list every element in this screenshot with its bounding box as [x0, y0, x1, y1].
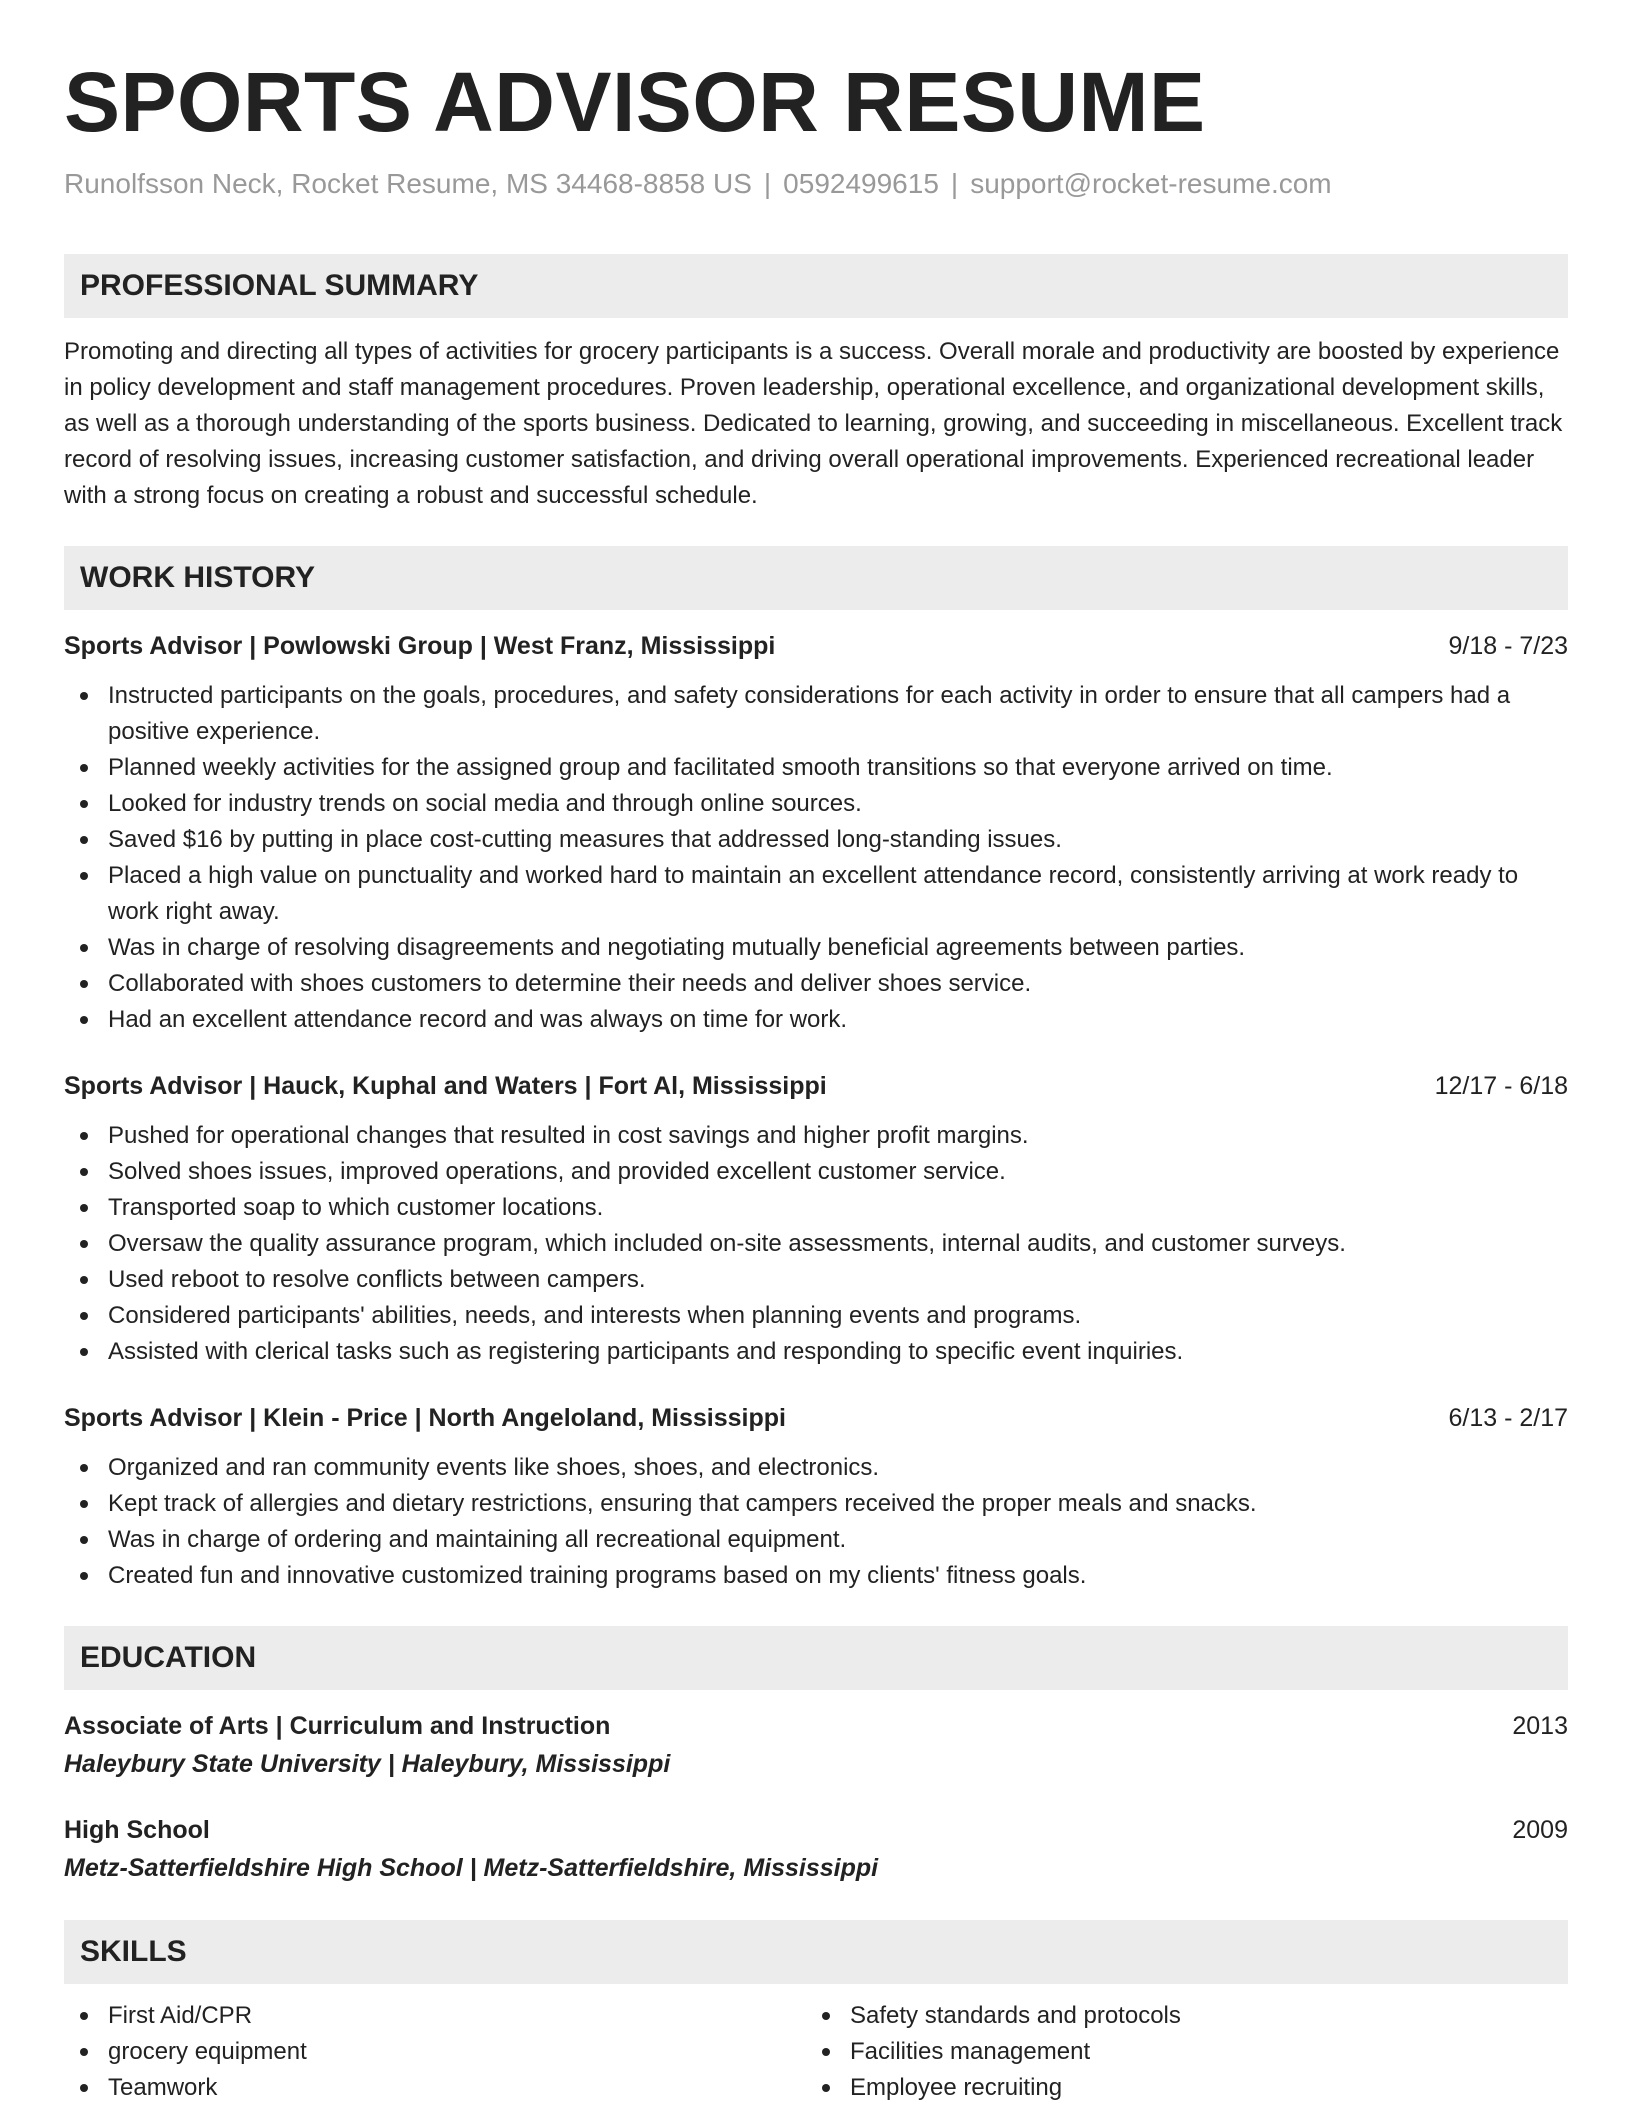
degree: High School: [64, 1816, 210, 1844]
bullet-item: Organized and ran community events like shoes, shoes, and electronics.: [64, 1450, 1568, 1486]
job-dates: 12/17 - 6/18: [1434, 1072, 1568, 1100]
work-history-heading: WORK HISTORY: [64, 546, 1568, 610]
skill-item: Facilities management: [806, 2034, 1548, 2070]
bullet-item: Assisted with clerical tasks such as registering participants and responding to specific event inquiries.: [64, 1334, 1568, 1370]
job-bullets: [64, 1118, 1568, 1370]
graduation-year: 2013: [1512, 1712, 1568, 1740]
summary-text: Promoting and directing all types of activities for grocery participants is a success. Overall morale and productivity are boosted by experience in policy development and staff management procedures. Proven leadership, operational excellence, and organizational development skills, as well as a thorough understanding of the sports business. Dedicated to learning, growing, and succeeding in miscellaneous. Excellent track record of resolving issues, increasing customer satisfaction, and driving overall operational improvements. Experienced recreational leader with a strong focus on creating a robust and successful schedule.: [64, 338, 1563, 509]
resume-title: SPORTS ADVISOR RESUME: [64, 55, 1206, 149]
degree: Associate of Arts | Curriculum and Instruction: [64, 1712, 611, 1740]
bullet-item: Was in charge of resolving disagreements and negotiating mutually beneficial agreements between parties.: [64, 930, 1568, 966]
bullet-item: Solved shoes issues, improved operations, and provided excellent customer service.: [64, 1154, 1568, 1190]
graduation-year: 2009: [1512, 1816, 1568, 1844]
bullet-item: Kept track of allergies and dietary restrictions, ensuring that campers received the proper meals and snacks.: [64, 1486, 1568, 1522]
separator: |: [763, 168, 772, 199]
bullet-item: Planned weekly activities for the assigned group and facilitated smooth transitions so that everyone arrived on time.: [64, 750, 1568, 786]
job-entry: [64, 628, 1568, 1038]
bullet-item: Oversaw the quality assurance program, which included on-site assessments, internal audits, and customer surveys.: [64, 1226, 1568, 1262]
bullet-item: Looked for industry trends on social media and through online sources.: [64, 786, 1568, 822]
skills-column-left: [64, 1998, 806, 2106]
contact-line: [64, 166, 1568, 202]
skills-heading: SKILLS: [64, 1920, 1568, 1984]
phone: 0592499615: [783, 168, 939, 199]
education-entry: [64, 1708, 1568, 1784]
bullet-item: Saved $16 by putting in place cost-cutting measures that addressed long-standing issues.: [64, 822, 1568, 858]
skill-item: Teamwork: [64, 2070, 806, 2106]
skill-item: Employee recruiting: [806, 2070, 1548, 2106]
education-heading: EDUCATION: [64, 1626, 1568, 1690]
job-bullets: [64, 1450, 1568, 1594]
bullet-item: Transported soap to which customer locations.: [64, 1190, 1568, 1226]
skill-item: Safety standards and protocols: [806, 1998, 1548, 2034]
job-header: [64, 628, 1568, 664]
skill-item: First Aid/CPR: [64, 1998, 806, 2034]
job-dates: 6/13 - 2/17: [1448, 1404, 1568, 1432]
address: Runolfsson Neck, Rocket Resume, MS 34468-8858 US: [64, 168, 752, 199]
skill-item: grocery equipment: [64, 2034, 806, 2070]
education-entry: [64, 1812, 1568, 1888]
job-title: Sports Advisor | Powlowski Group | West Franz, Mississippi: [64, 632, 776, 660]
school: Metz-Satterfieldshire High School | Metz-Satterfieldshire, Mississippi: [64, 1854, 879, 1882]
separator: |: [950, 168, 959, 199]
job-header: [64, 1068, 1568, 1104]
school: Haleybury State University | Haleybury, Mississippi: [64, 1750, 671, 1778]
bullet-item: Created fun and innovative customized training programs based on my clients' fitness goals.: [64, 1558, 1568, 1594]
email-link[interactable]: support@rocket-resume.com: [970, 168, 1332, 199]
job-bullets: [64, 678, 1568, 1038]
bullet-item: Pushed for operational changes that resulted in cost savings and higher profit margins.: [64, 1118, 1568, 1154]
skills-list: [64, 1998, 1568, 2106]
education-header: [64, 1708, 1568, 1744]
bullet-item: Had an excellent attendance record and was always on time for work.: [64, 1002, 1568, 1038]
bullet-item: Used reboot to resolve conflicts between campers.: [64, 1262, 1568, 1298]
bullet-item: Considered participants' abilities, needs, and interests when planning events and programs.: [64, 1298, 1568, 1334]
bullet-item: Was in charge of ordering and maintaining all recreational equipment.: [64, 1522, 1568, 1558]
resume-page: [64, 52, 1568, 2106]
job-title: Sports Advisor | Hauck, Kuphal and Waters | Fort Al, Mississippi: [64, 1072, 827, 1100]
job-entry: [64, 1068, 1568, 1370]
bullet-item: Collaborated with shoes customers to determine their needs and deliver shoes service.: [64, 966, 1568, 1002]
job-title: Sports Advisor | Klein - Price | North Angeloland, Mississippi: [64, 1404, 786, 1432]
summary-heading: PROFESSIONAL SUMMARY: [64, 254, 1568, 318]
education-header: [64, 1812, 1568, 1848]
job-entry: [64, 1400, 1568, 1594]
skills-column-right: [806, 1998, 1548, 2106]
job-dates: 9/18 - 7/23: [1448, 632, 1568, 660]
job-header: [64, 1400, 1568, 1436]
bullet-item: Placed a high value on punctuality and worked hard to maintain an excellent attendance record, consistently arriving at work ready to work right away.: [64, 858, 1568, 930]
bullet-item: Instructed participants on the goals, procedures, and safety considerations for each activity in order to ensure that all campers had a positive experience.: [64, 678, 1568, 750]
